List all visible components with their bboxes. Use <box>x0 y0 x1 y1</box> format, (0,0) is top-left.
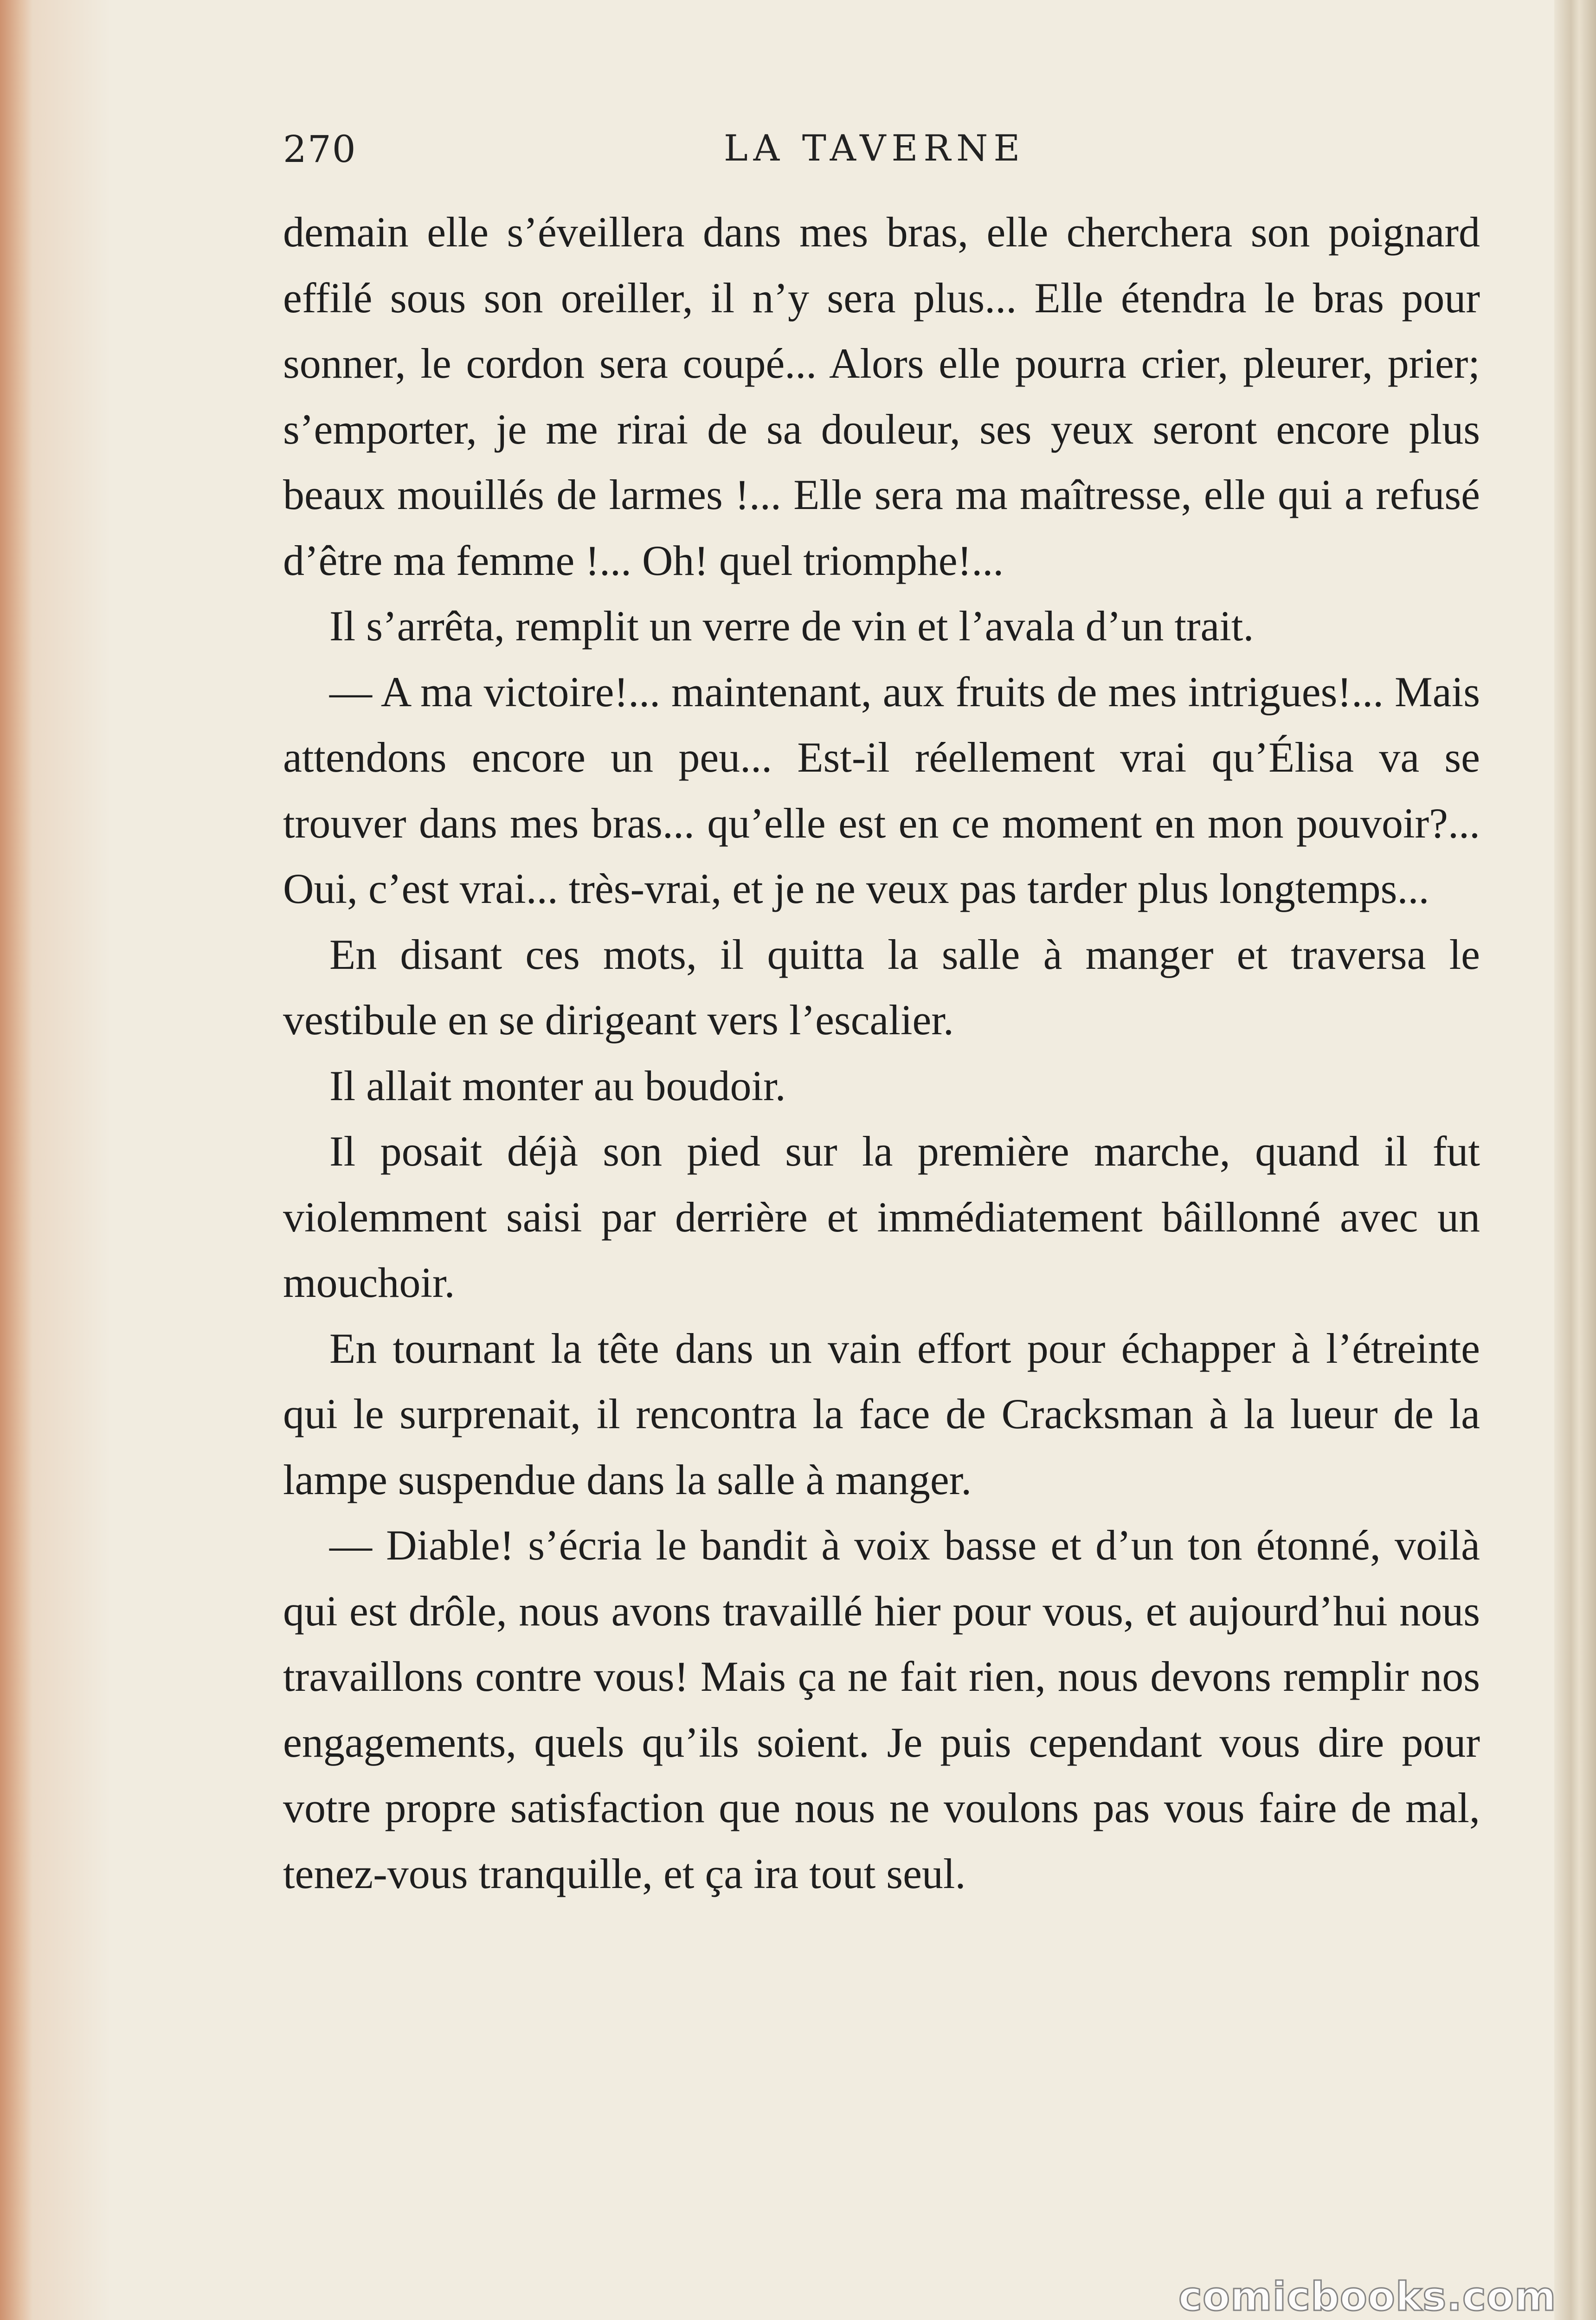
paragraph: En tournant la tête dans un vain effort pour échapper à l’étreinte qui le surprenait, il rencontra la face de Cracksman à la lueur de la lampe suspendue dans la salle à manger. <box>283 1324 1480 1503</box>
watermark: comicbooks.com <box>1178 2274 1557 2320</box>
running-header <box>283 128 1508 179</box>
paragraph: Il allait monter au boudoir. <box>329 1062 786 1109</box>
page-edge <box>1554 0 1596 2320</box>
paragraph: Il s’arrêta, remplit un verre de vin et l’avala d’un trait. <box>329 602 1254 650</box>
paragraph: En disant ces mots, il quitta la salle à manger et traversa le vestibule en se dirigeant vers l’escalier. <box>283 930 1480 1044</box>
paper-stain <box>0 0 111 2320</box>
paragraph-continued: demain elle s’éveillera dans mes bras, elle cherchera son poignard effilé sous son oreiller, il n’y sera plus... Elle étendra le bras pour sonner, le cordon sera coupé... Alors elle pourra crier, pleurer, prier; s’emporter, je me rirai de sa douleur, ses yeux seront encore plus beaux mouillés de larmes !... Elle sera ma maîtresse, elle qui a refusé d’être ma femme !... Oh! quel triomphe!... <box>283 208 1480 584</box>
page-number: 270 <box>283 128 357 171</box>
paragraph-dialogue: — A ma victoire!... maintenant, aux fruits de mes intrigues!... Mais attendons encore un peu... Est-il réellement vrai qu’Élisa va se trouver dans mes bras... qu’elle est en ce moment en mon pouvoir?... Oui, c’est vrai... très-vrai, et je ne veux pas tarder plus longtemps... <box>283 668 1480 912</box>
body-text <box>283 200 1480 1907</box>
paragraph-dialogue: — Diable! s’écria le bandit à voix basse et d’un ton étonné, voilà qui est drôle, nous avons travaillé hier pour vous, et aujourd’hui nous travaillons contre vous! Mais ça ne fait rien, nous devons remplir nos engagements, quels qu’ils soient. Je puis cependant vous dire pour votre propre satisfaction que nous ne voulons pas vous faire de mal, tenez-vous tranquille, et ça ira tout seul. <box>283 1521 1480 1897</box>
paragraph: Il posait déjà son pied sur la première marche, quand il fut violemment saisi par derrière et immédiatement bâillonné avec un mouchoir. <box>283 1128 1480 1306</box>
running-title: LA TAVERNE <box>724 128 1026 169</box>
